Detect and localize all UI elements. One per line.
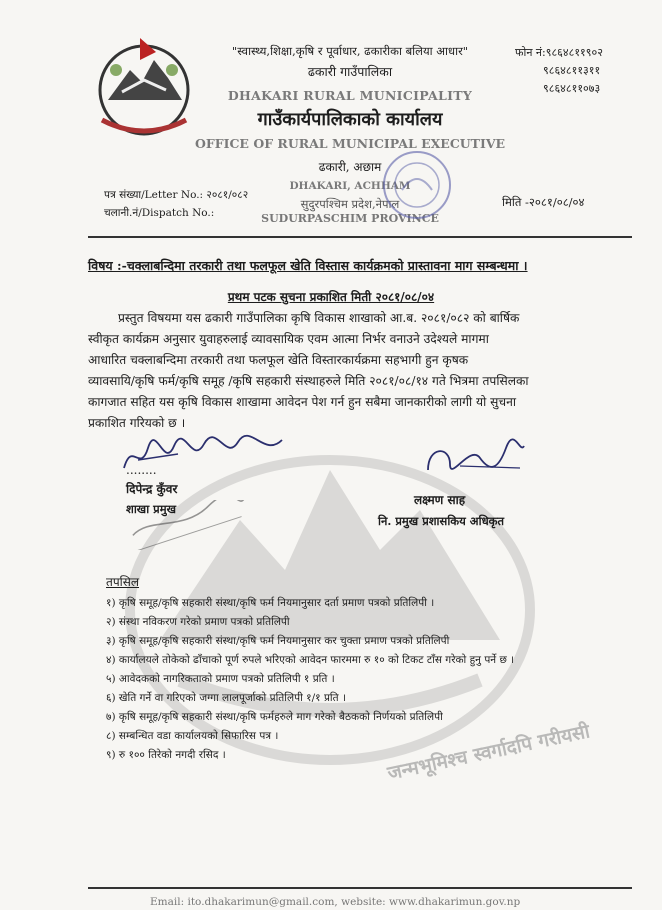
office-name-np: गाउँकार्यपालिकाको कार्यालय (257, 109, 443, 130)
left-signatory-title: शाखा प्रमुख (126, 502, 177, 516)
phone-number-1: फोन नं:९८६४८११९०२ (515, 46, 603, 59)
letter-date: मिति -२०८१/०८/०४ (502, 195, 585, 209)
body-line: प्रस्तुत विषयमा यस ढकारी गाउँपालिका कृषि विकास शाखाको आ.ब. २०८१/०८२ को बार्षिक (118, 311, 520, 325)
left-signatory-name: दिपेन्द्र कुँवर (126, 482, 178, 496)
body-line: व्यावसायि/कृषि फर्म/कृषि समूह /कृषि सहकारी संस्थाहरुले मिति २०८१/०८/१४ गते भित्रमा तपसिलका (88, 374, 529, 388)
address-np: ढकारी, अछाम (318, 160, 382, 174)
list-item: ८) सम्बन्धित वडा कार्यालयको सिफारिस पत्र । (106, 730, 279, 742)
footer-contact: Email: ito.dhakarimun@gmail.com, website: www.dhakarimun.gov.np (150, 896, 521, 908)
list-item: २) संस्था नविकरण गरेको प्रमाण पत्रको प्रतिलिपी (106, 616, 290, 628)
office-name-en: OFFICE OF RURAL MUNICIPAL EXECUTIVE (195, 136, 506, 151)
body-line: स्वीकृत कार्यक्रम अनुसार युवाहरुलाई व्यावसायिक एवम आत्मा निर्भर वनाउने उदेश्यले मागमा (88, 332, 489, 346)
province-np: सुदुरपश्चिम प्रदेश,नेपाल (300, 197, 400, 211)
phone-number-2: ९८६४८११३११ (543, 64, 601, 77)
nepal-emblem-icon (92, 30, 196, 140)
footer-divider (88, 887, 632, 889)
municipality-name-en: DHAKARI RURAL MUNICIPALITY (227, 88, 473, 103)
right-signatory-title: नि. प्रमुख प्रशासकिय अधिकृत (378, 514, 505, 528)
body-line: प्रकाशित गरियको छ । (88, 416, 186, 430)
list-item: ७) कृषि समूह/कृषि सहकारी संस्था/कृषि फर्महरुले माग गरेको बैठकको निर्णयको प्रतिलिपी (106, 711, 443, 723)
list-item: ५) आवेदकको नागरिकताको प्रमाण पत्रको प्रतिलिपी १ प्रति । (106, 673, 335, 685)
body-line: आधारित चक्लाबन्दिमा तरकारी तथा फलफूल खेति विस्तारकार्यक्रमा सहभागी हुन कृषक (88, 353, 469, 367)
watermark-motto: जन्मभूमिश्च स्वर्गादपि गरीयसी (385, 720, 592, 785)
right-signature-icon (420, 436, 530, 482)
municipality-name-np: ढकारी गाउँपालिका (307, 64, 393, 79)
slogan: "स्वास्थ्य,शिक्षा,कृषि र पूर्वाधार, ढकारीका बलिया आधार" (231, 44, 469, 58)
list-item: ३) कृषि समूह/कृषि सहकारी संस्था/कृषि फर्म नियमानुसार कर चुक्ता प्रमाण पत्रको प्रतिलिपी (106, 635, 450, 647)
letter-number: पत्र संख्या/Letter No.: २०८१/०८२ (104, 189, 249, 201)
right-signatory-name: लक्ष्मण साह (414, 493, 466, 507)
left-signature-dots: ........ (126, 463, 157, 477)
list-item: ६) खेति गर्ने वा गरिएको जग्गा लालपूर्जाको प्रतिलिपी १/१ प्रति । (106, 692, 346, 704)
list-item: ९) रु १०० तिरेको नगदी रसिद । (106, 749, 226, 761)
province-en: SUDURPASCHIM PROVINCE (261, 212, 439, 225)
dispatch-number: चलानी.नं/Dispatch No.: (104, 207, 215, 219)
list-item: १) कृषि समूह/कृषि सहकारी संस्था/कृषि फर्म नियमानुसार दर्ता प्रमाण पत्रको प्रतिलिपी । (106, 597, 435, 609)
office-stamp-icon (380, 148, 454, 222)
address-en: DHAKARI, ACHHAM (289, 180, 411, 192)
subject-line: विषय :-चक्लाबन्दिमा तरकारी तथा फलफूल खेति विस्तास कार्यक्रमको प्रास्तावना माग सम्बन्धमा । (88, 258, 528, 273)
list-heading: तपसिल (106, 575, 140, 589)
header-divider (88, 236, 632, 238)
branch-seal-icon (122, 500, 252, 550)
notice-title: प्रथम पटक सुचना प्रकाशित मिती २०८१/०८/०४ (227, 290, 435, 304)
body-line: कागजात सहित यस कृषि विकास शाखामा आवेदन पेश गर्न हुन सबैमा जानकारीको लागी यो सुचना (88, 395, 517, 409)
list-item: ४) कार्यालयले तोकेको ढाँचाको पूर्ण रुपले भरिएको आवेदन फारममा रु १० को टिकट टाँस गरेको हुनु पर्ने छ । (106, 654, 515, 666)
phone-number-3: ९८६४८११०७३ (543, 82, 601, 95)
